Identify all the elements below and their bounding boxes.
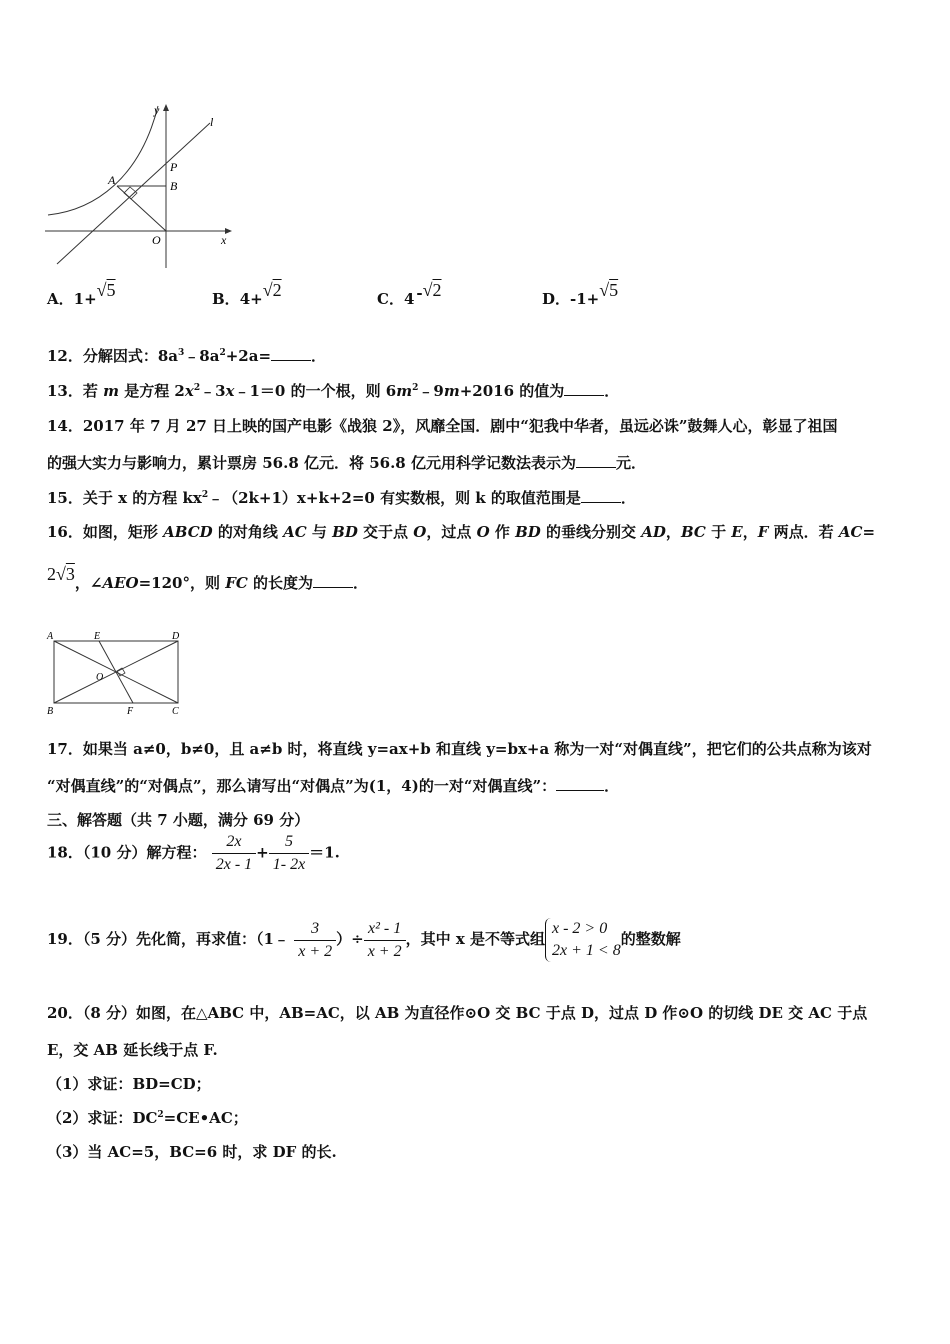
label-b: B — [47, 706, 54, 717]
q17-answer-blank[interactable] — [556, 790, 604, 791]
q16-figure — [42, 628, 192, 720]
q20-line1: 20．（8 分）如图，在△ABC 中，AB=AC，以 AB 为直径作⊙O 交 BC 于点 D，过点 D 作⊙O 的切线 DE 交 AC 于点 — [47, 1004, 868, 1022]
label-y: y — [154, 103, 160, 117]
label-o: O — [152, 233, 161, 247]
q20-part2: （2）求证：$DC^2=CE•AC$； — [47, 1109, 248, 1127]
q12: 12．分解因式：$8a^3﹣8a^2+2a=$ ． — [47, 347, 327, 365]
q16-line1: 16．如图，矩形 ABCD 的对角线 AC 与 BD 交于点 O，过点 O 作 BD 的垂线分别交 AD，BC 于 E，F 两点．若 AC= — [47, 523, 876, 541]
label-p: P — [170, 160, 178, 174]
q19-fraction-2: $\frac{\text{x² - 1}}{x + 2}$ — [364, 920, 406, 961]
label-a: A — [47, 631, 54, 642]
q15: 15．关于 x 的方程 $kx^2﹣(2k+1)x+k+2=0$ 有实数根，则 k 的取值范围是 ． — [47, 489, 636, 507]
label-d: D — [172, 631, 180, 642]
q14-answer-blank[interactable] — [576, 467, 616, 468]
q18-fraction-2: $\frac{5}{1- 2x}$ — [269, 833, 309, 874]
label-c: C — [172, 706, 179, 717]
q16-line2: 2√3，∠AEO=120°，则 FC 的长度为 ． — [47, 564, 369, 592]
q18-fraction-1: $\frac{2x}{2x - 1}$ — [212, 833, 256, 874]
q11-option-b: B．4+√2 — [212, 280, 282, 308]
q19-fraction-1: $\frac{3}{x + 2}$ — [294, 920, 336, 961]
q14-line1: 14．2017 年 7 月 27 日上映的国产电影《战狼 2》，风靡全国．剧中“犯我中华者，虽远必诛”鼓舞人心，彰显了祖国 — [47, 417, 838, 435]
q11-option-d: D．-1+√5 — [542, 280, 619, 308]
q16-answer-blank[interactable] — [313, 587, 353, 588]
section-3-heading: 三、解答题（共 7 小题，满分 69 分） — [47, 811, 310, 829]
q12-answer-blank[interactable] — [271, 360, 311, 361]
line-l — [57, 123, 210, 264]
q13-answer-blank[interactable] — [564, 395, 604, 396]
q11-figure — [40, 98, 240, 273]
q18: 18．（10 分）解方程： $\frac{2x}{2x - 1}$ + $\frac{5}{1- 2x}$ ＝1. — [47, 833, 340, 873]
q19: 19．（5 分）先化简，再求值：（1﹣ $\frac{3}{x + 2}$ ）÷ $\frac{\text{x² - 1}}{x + 2}$ ，其中 x 是不等式组 x - 2 > 0 2x + 1 < 8 的整数解 — [47, 918, 681, 962]
hyperbola-curve — [48, 106, 158, 215]
label-o: O — [96, 672, 104, 683]
q20-part3: （3）当 AC=5，BC=6 时，求 DF 的长. — [47, 1143, 337, 1161]
label-l: l — [210, 115, 214, 129]
q20-line2: E，交 AB 延长线于点 F. — [47, 1041, 218, 1059]
y-axis-arrow — [163, 104, 169, 111]
label-b: B — [170, 179, 178, 193]
q15-answer-blank[interactable] — [581, 502, 621, 503]
segment-ef — [99, 641, 133, 703]
label-x: x — [221, 233, 227, 247]
label-f: F — [127, 706, 134, 717]
q14-line2: 的强大实力与影响力，累计票房 56.8 亿元．将 56.8 亿元用科学记数法表示为 元． — [47, 454, 646, 472]
q17-line2: “对偶直线”的“对偶点”，那么请写出“对偶点”为(1，4)的一对“对偶直线”： ． — [47, 777, 620, 795]
q19-inequality-system: x - 2 > 0 2x + 1 < 8 — [545, 918, 621, 962]
right-angle-mark — [124, 187, 137, 199]
label-a: A — [108, 173, 116, 187]
label-e: E — [94, 631, 101, 642]
q17-line1: 17．如果当 a≠0，b≠0，且 a≠b 时，将直线 y=ax+b 和直线 y=bx+a 称为一对“对偶直线”，把它们的公共点称为该对 — [47, 740, 872, 758]
q13: 13．若 m 是方程 $2x^2﹣3x﹣1=0$ 的一个根，则 $6m^2﹣9m+2016$ 的值为 ． — [47, 382, 620, 400]
q11-option-c: C．4 -√2 — [377, 280, 442, 308]
q11-option-a: A．1+√5 — [47, 280, 116, 308]
q20-part1: （1）求证：BD=CD； — [47, 1075, 211, 1093]
